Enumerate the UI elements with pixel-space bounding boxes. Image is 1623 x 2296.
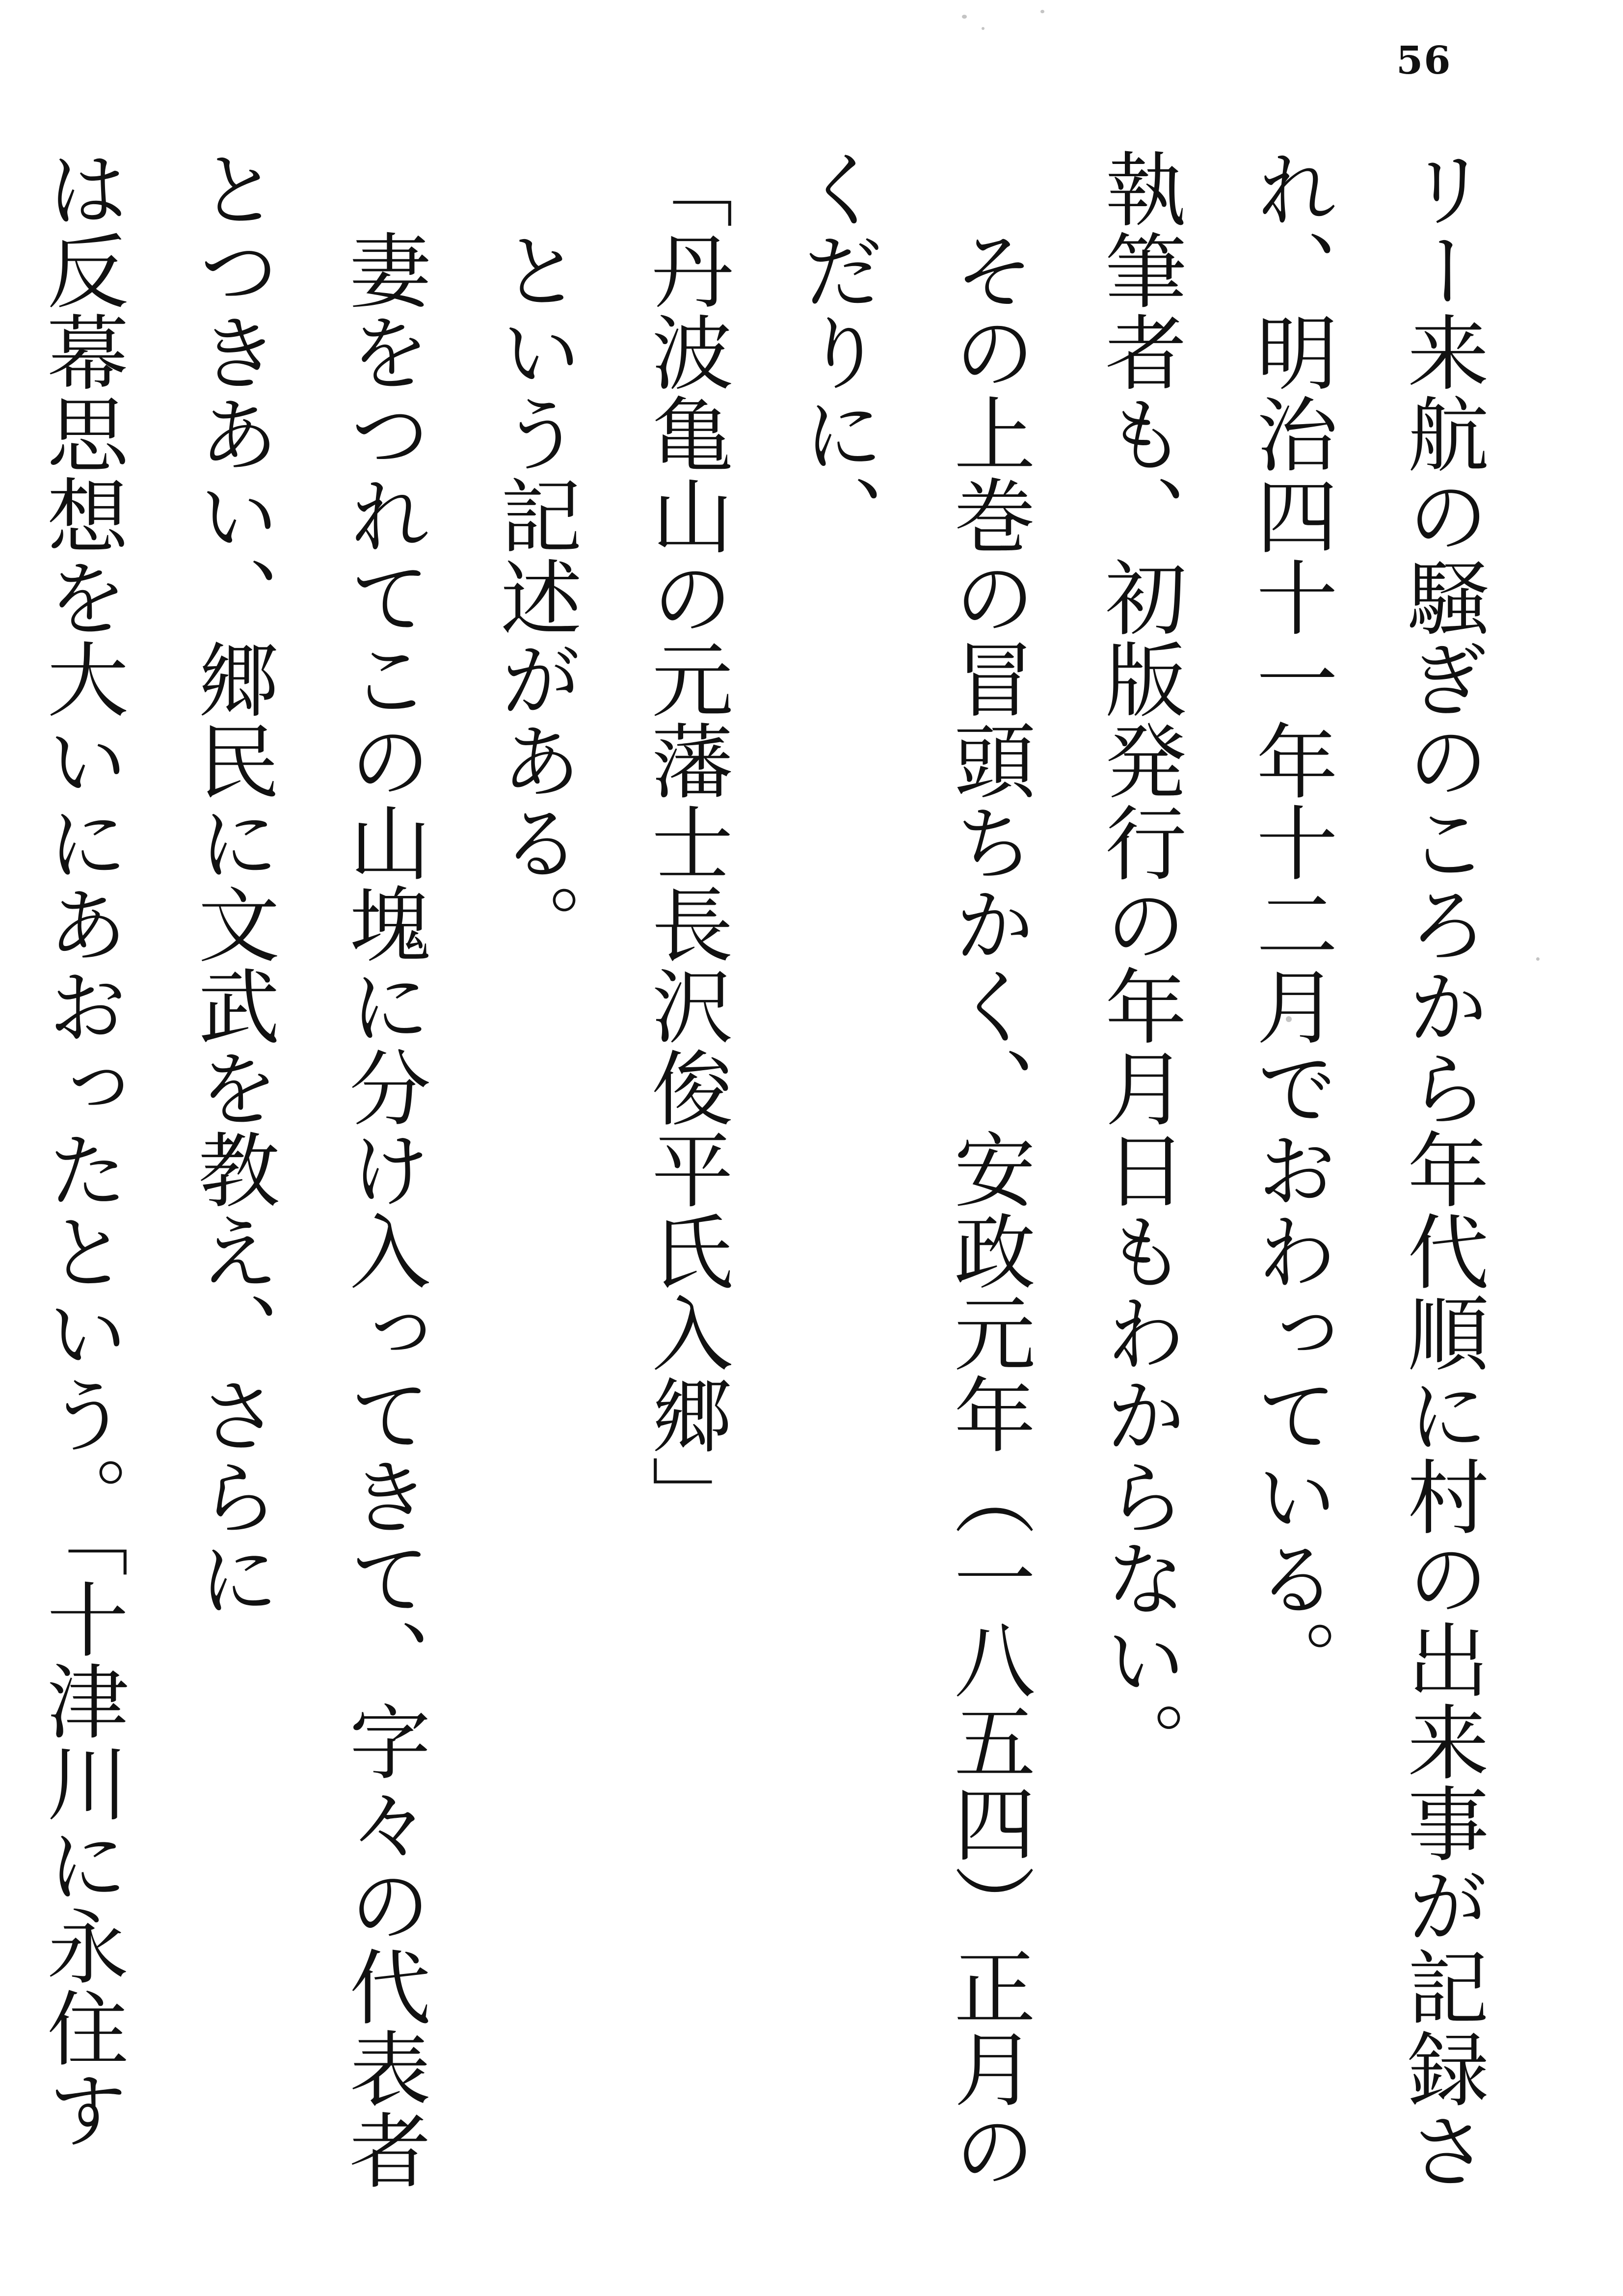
text-column: は反幕思想を大いにあおったという。「十津川に永住す <box>33 147 128 2150</box>
vertical-text-body <box>33 147 1517 2219</box>
quoted-entry: 「丹波亀山の元藩士長沢俊平氏入郷」 <box>638 147 733 1537</box>
page-number: 56 <box>1396 38 1452 83</box>
scan-speck <box>1040 10 1044 13</box>
scan-speck <box>1286 1016 1292 1022</box>
text-column: という記述がある。 <box>487 229 582 965</box>
text-column: 執筆者も、初版発行の年月日もわからない。 <box>1091 147 1186 1782</box>
text-column: その上巻の冒頭ちかく、安政元年（一八五四）正月のくだりに、 <box>789 147 1035 2190</box>
text-column: リー来航の騒ぎのころから年代順に村の出来事が記録され、明治四十一年十二月でおわっている。 <box>1243 147 1489 2191</box>
scan-speck <box>962 15 967 19</box>
text-column: 妻をつれてこの山塊に分け入ってきて、字々の代表者とつきあい、郷民に文武を教え、さらに <box>185 147 430 2190</box>
scan-speck <box>1536 957 1540 961</box>
scan-speck <box>982 27 984 30</box>
